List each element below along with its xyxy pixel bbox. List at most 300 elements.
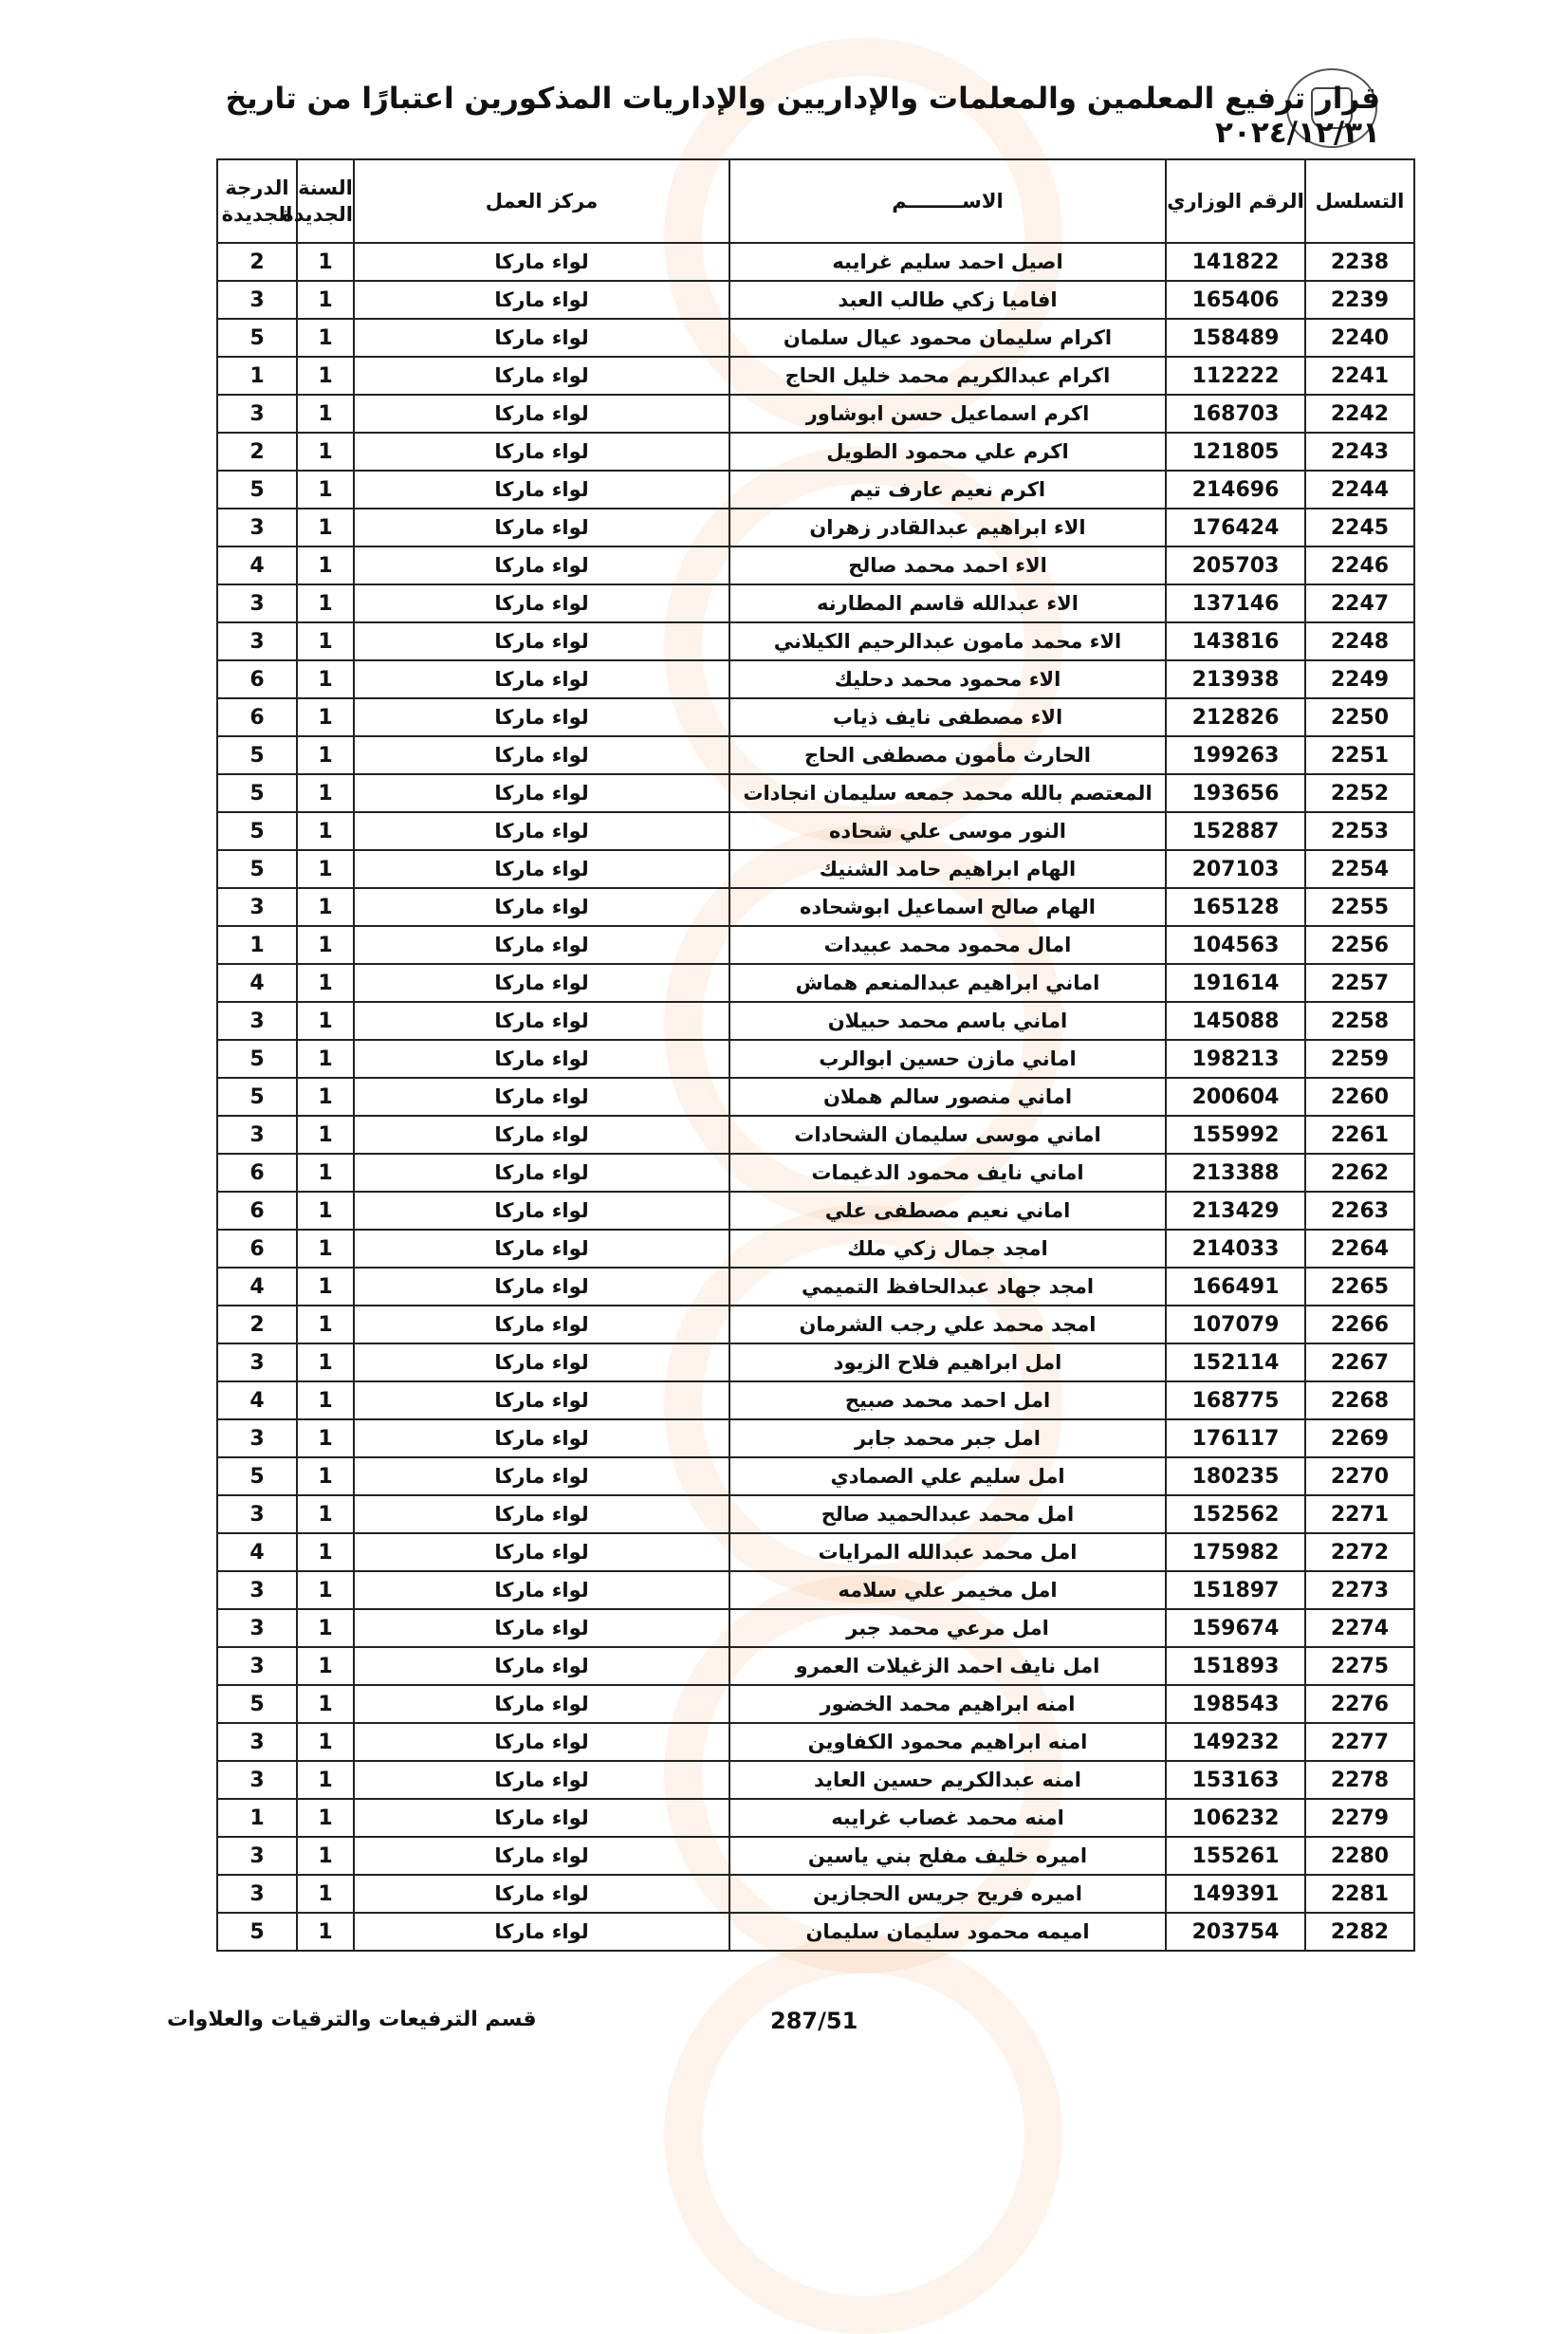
cell-ministry-id: 158489 bbox=[1166, 319, 1305, 357]
cell-work-center: لواء ماركا bbox=[354, 1723, 729, 1761]
cell-new-year: 1 bbox=[297, 433, 354, 471]
cell-work-center: لواء ماركا bbox=[354, 281, 729, 319]
cell-name: اماني نعيم مصطفى علي bbox=[729, 1192, 1166, 1230]
cell-seq: 2270 bbox=[1305, 1457, 1414, 1495]
table-row bbox=[217, 1723, 1414, 1761]
cell-new-year: 1 bbox=[297, 546, 354, 584]
cell-seq: 2254 bbox=[1305, 850, 1414, 888]
table-row bbox=[217, 1913, 1414, 1951]
cell-ministry-id: 193656 bbox=[1166, 774, 1305, 812]
cell-new-grade: 5 bbox=[217, 1685, 297, 1723]
table-row bbox=[217, 1837, 1414, 1875]
cell-new-grade: 3 bbox=[217, 1723, 297, 1761]
cell-ministry-id: 212826 bbox=[1166, 698, 1305, 736]
cell-new-grade: 3 bbox=[217, 1875, 297, 1913]
cell-seq: 2260 bbox=[1305, 1078, 1414, 1116]
cell-work-center: لواء ماركا bbox=[354, 1343, 729, 1381]
table-row bbox=[217, 698, 1414, 736]
cell-work-center: لواء ماركا bbox=[354, 1609, 729, 1647]
cell-work-center: لواء ماركا bbox=[354, 850, 729, 888]
cell-ministry-id: 213938 bbox=[1166, 660, 1305, 698]
cell-ministry-id: 214033 bbox=[1166, 1230, 1305, 1268]
cell-work-center: لواء ماركا bbox=[354, 584, 729, 622]
cell-new-grade: 3 bbox=[217, 1609, 297, 1647]
cell-new-year: 1 bbox=[297, 357, 354, 395]
cell-seq: 2264 bbox=[1305, 1230, 1414, 1268]
table-row bbox=[217, 433, 1414, 471]
table-row bbox=[217, 1002, 1414, 1040]
cell-seq: 2257 bbox=[1305, 964, 1414, 1002]
table-row bbox=[217, 1078, 1414, 1116]
cell-name: اكرام عبدالكريم محمد خليل الحاج bbox=[729, 357, 1166, 395]
table-row bbox=[217, 1457, 1414, 1495]
cell-ministry-id: 213388 bbox=[1166, 1154, 1305, 1192]
cell-name: اكرام سليمان محمود عيال سلمان bbox=[729, 319, 1166, 357]
cell-ministry-id: 107079 bbox=[1166, 1306, 1305, 1343]
cell-seq: 2239 bbox=[1305, 281, 1414, 319]
cell-work-center: لواء ماركا bbox=[354, 1192, 729, 1230]
cell-seq: 2256 bbox=[1305, 926, 1414, 964]
cell-new-year: 1 bbox=[297, 850, 354, 888]
cell-new-grade: 3 bbox=[217, 1571, 297, 1609]
cell-ministry-id: 199263 bbox=[1166, 736, 1305, 774]
cell-new-grade: 6 bbox=[217, 1154, 297, 1192]
cell-seq: 2276 bbox=[1305, 1685, 1414, 1723]
cell-ministry-id: 149232 bbox=[1166, 1723, 1305, 1761]
cell-work-center: لواء ماركا bbox=[354, 964, 729, 1002]
cell-ministry-id: 198543 bbox=[1166, 1685, 1305, 1723]
cell-name: امنه ابراهيم محمود الكفاوين bbox=[729, 1723, 1166, 1761]
cell-ministry-id: 203754 bbox=[1166, 1913, 1305, 1951]
cell-name: المعتصم بالله محمد جمعه سليمان انجادات bbox=[729, 774, 1166, 812]
cell-new-grade: 3 bbox=[217, 1002, 297, 1040]
cell-name: اميمه محمود سليمان سليمان bbox=[729, 1913, 1166, 1951]
promotion-table bbox=[216, 158, 1415, 1952]
cell-new-grade: 6 bbox=[217, 698, 297, 736]
cell-work-center: لواء ماركا bbox=[354, 1761, 729, 1799]
cell-seq: 2247 bbox=[1305, 584, 1414, 622]
cell-work-center: لواء ماركا bbox=[354, 1040, 729, 1078]
cell-name: اكرم نعيم عارف تيم bbox=[729, 471, 1166, 509]
cell-new-grade: 4 bbox=[217, 1268, 297, 1306]
cell-seq: 2277 bbox=[1305, 1723, 1414, 1761]
cell-name: الاء ابراهيم عبدالقادر زهران bbox=[729, 509, 1166, 546]
cell-name: امل سليم علي الصمادي bbox=[729, 1457, 1166, 1495]
table-row bbox=[217, 660, 1414, 698]
cell-ministry-id: 207103 bbox=[1166, 850, 1305, 888]
cell-seq: 2275 bbox=[1305, 1647, 1414, 1685]
cell-seq: 2244 bbox=[1305, 471, 1414, 509]
cell-name: اماني مازن حسين ابوالرب bbox=[729, 1040, 1166, 1078]
cell-seq: 2269 bbox=[1305, 1419, 1414, 1457]
cell-new-grade: 6 bbox=[217, 1230, 297, 1268]
cell-work-center: لواء ماركا bbox=[354, 395, 729, 433]
cell-new-grade: 5 bbox=[217, 850, 297, 888]
cell-new-grade: 5 bbox=[217, 812, 297, 850]
cell-name: امل ابراهيم فلاح الزيود bbox=[729, 1343, 1166, 1381]
cell-new-grade: 4 bbox=[217, 964, 297, 1002]
table-header-row bbox=[217, 159, 1414, 243]
cell-name: اماني ابراهيم عبدالمنعم هماش bbox=[729, 964, 1166, 1002]
cell-name: افاميا زكي طالب العبد bbox=[729, 281, 1166, 319]
cell-seq: 2274 bbox=[1305, 1609, 1414, 1647]
cell-new-grade: 3 bbox=[217, 1761, 297, 1799]
cell-ministry-id: 104563 bbox=[1166, 926, 1305, 964]
cell-work-center: لواء ماركا bbox=[354, 1419, 729, 1457]
cell-work-center: لواء ماركا bbox=[354, 1647, 729, 1685]
table-row bbox=[217, 1306, 1414, 1343]
cell-seq: 2246 bbox=[1305, 546, 1414, 584]
cell-work-center: لواء ماركا bbox=[354, 660, 729, 698]
table-row bbox=[217, 926, 1414, 964]
cell-name: امل محمد عبدالحميد صالح bbox=[729, 1495, 1166, 1533]
cell-new-grade: 5 bbox=[217, 319, 297, 357]
cell-ministry-id: 198213 bbox=[1166, 1040, 1305, 1078]
cell-new-grade: 5 bbox=[217, 1457, 297, 1495]
cell-seq: 2282 bbox=[1305, 1913, 1414, 1951]
cell-seq: 2263 bbox=[1305, 1192, 1414, 1230]
cell-new-year: 1 bbox=[297, 1040, 354, 1078]
cell-name: امنه عبدالكريم حسين العايد bbox=[729, 1761, 1166, 1799]
cell-name: الاء محمد مامون عبدالرحيم الكيلاني bbox=[729, 622, 1166, 660]
table-row bbox=[217, 471, 1414, 509]
cell-name: اماني باسم محمد حبيلان bbox=[729, 1002, 1166, 1040]
cell-seq: 2259 bbox=[1305, 1040, 1414, 1078]
cell-work-center: لواء ماركا bbox=[354, 1381, 729, 1419]
cell-work-center: لواء ماركا bbox=[354, 1913, 729, 1951]
cell-seq: 2238 bbox=[1305, 243, 1414, 281]
table-row bbox=[217, 1040, 1414, 1078]
cell-new-year: 1 bbox=[297, 1381, 354, 1419]
cell-seq: 2271 bbox=[1305, 1495, 1414, 1533]
cell-new-year: 1 bbox=[297, 1875, 354, 1913]
cell-work-center: لواء ماركا bbox=[354, 546, 729, 584]
header-name: الاســــــــم bbox=[729, 159, 1166, 243]
cell-seq: 2245 bbox=[1305, 509, 1414, 546]
cell-ministry-id: 143816 bbox=[1166, 622, 1305, 660]
cell-new-year: 1 bbox=[297, 1533, 354, 1571]
cell-work-center: لواء ماركا bbox=[354, 433, 729, 471]
cell-new-grade: 6 bbox=[217, 1192, 297, 1230]
cell-new-grade: 3 bbox=[217, 395, 297, 433]
cell-new-grade: 3 bbox=[217, 281, 297, 319]
cell-name: اماني موسى سليمان الشحادات bbox=[729, 1116, 1166, 1154]
cell-work-center: لواء ماركا bbox=[354, 1116, 729, 1154]
cell-new-grade: 3 bbox=[217, 1419, 297, 1457]
cell-seq: 2251 bbox=[1305, 736, 1414, 774]
table-row bbox=[217, 1875, 1414, 1913]
cell-new-grade: 4 bbox=[217, 546, 297, 584]
cell-new-year: 1 bbox=[297, 395, 354, 433]
cell-name: الحارث مأمون مصطفى الحاج bbox=[729, 736, 1166, 774]
cell-ministry-id: 155992 bbox=[1166, 1116, 1305, 1154]
watermark bbox=[664, 1936, 1062, 2334]
cell-new-grade: 5 bbox=[217, 774, 297, 812]
cell-new-year: 1 bbox=[297, 926, 354, 964]
cell-name: امجد جهاد عبدالحافظ التميمي bbox=[729, 1268, 1166, 1306]
cell-work-center: لواء ماركا bbox=[354, 1571, 729, 1609]
cell-seq: 2241 bbox=[1305, 357, 1414, 395]
cell-new-grade: 3 bbox=[217, 622, 297, 660]
cell-new-grade: 5 bbox=[217, 1078, 297, 1116]
cell-new-year: 1 bbox=[297, 1192, 354, 1230]
cell-seq: 2272 bbox=[1305, 1533, 1414, 1571]
cell-new-grade: 4 bbox=[217, 1533, 297, 1571]
cell-name: الاء عبدالله قاسم المطارنه bbox=[729, 584, 1166, 622]
cell-work-center: لواء ماركا bbox=[354, 1799, 729, 1837]
cell-new-grade: 2 bbox=[217, 1306, 297, 1343]
cell-new-grade: 1 bbox=[217, 1799, 297, 1837]
cell-ministry-id: 176424 bbox=[1166, 509, 1305, 546]
table-row bbox=[217, 584, 1414, 622]
cell-work-center: لواء ماركا bbox=[354, 1457, 729, 1495]
cell-work-center: لواء ماركا bbox=[354, 1230, 729, 1268]
cell-ministry-id: 121805 bbox=[1166, 433, 1305, 471]
cell-work-center: لواء ماركا bbox=[354, 1837, 729, 1875]
table-row bbox=[217, 1381, 1414, 1419]
cell-new-year: 1 bbox=[297, 736, 354, 774]
table-row bbox=[217, 509, 1414, 546]
cell-new-grade: 5 bbox=[217, 471, 297, 509]
table-row bbox=[217, 1685, 1414, 1723]
cell-name: اماني نايف محمود الدغيمات bbox=[729, 1154, 1166, 1192]
cell-ministry-id: 200604 bbox=[1166, 1078, 1305, 1116]
cell-ministry-id: 165406 bbox=[1166, 281, 1305, 319]
cell-new-year: 1 bbox=[297, 471, 354, 509]
cell-new-grade: 4 bbox=[217, 1381, 297, 1419]
cell-ministry-id: 191614 bbox=[1166, 964, 1305, 1002]
cell-seq: 2243 bbox=[1305, 433, 1414, 471]
cell-work-center: لواء ماركا bbox=[354, 319, 729, 357]
cell-new-year: 1 bbox=[297, 1078, 354, 1116]
cell-seq: 2268 bbox=[1305, 1381, 1414, 1419]
cell-seq: 2265 bbox=[1305, 1268, 1414, 1306]
cell-new-year: 1 bbox=[297, 1799, 354, 1837]
cell-work-center: لواء ماركا bbox=[354, 357, 729, 395]
table-row bbox=[217, 1419, 1414, 1457]
table-row bbox=[217, 1647, 1414, 1685]
cell-seq: 2250 bbox=[1305, 698, 1414, 736]
table-row bbox=[217, 546, 1414, 584]
cell-name: الاء محمود محمد دحليك bbox=[729, 660, 1166, 698]
cell-ministry-id: 168703 bbox=[1166, 395, 1305, 433]
page-number: 287/51 bbox=[770, 2008, 858, 2034]
cell-new-year: 1 bbox=[297, 281, 354, 319]
table-row bbox=[217, 243, 1414, 281]
cell-work-center: لواء ماركا bbox=[354, 1002, 729, 1040]
cell-new-year: 1 bbox=[297, 1647, 354, 1685]
cell-new-grade: 3 bbox=[217, 509, 297, 546]
cell-work-center: لواء ماركا bbox=[354, 926, 729, 964]
cell-work-center: لواء ماركا bbox=[354, 471, 729, 509]
cell-work-center: لواء ماركا bbox=[354, 622, 729, 660]
table-row bbox=[217, 812, 1414, 850]
table-row bbox=[217, 888, 1414, 926]
cell-new-year: 1 bbox=[297, 509, 354, 546]
cell-name: امل مخيمر علي سلامه bbox=[729, 1571, 1166, 1609]
cell-new-year: 1 bbox=[297, 1723, 354, 1761]
cell-new-year: 1 bbox=[297, 1230, 354, 1268]
cell-name: امل نايف احمد الزغيلات العمرو bbox=[729, 1647, 1166, 1685]
cell-ministry-id: 213429 bbox=[1166, 1192, 1305, 1230]
cell-name: اميره خليف مفلح بني ياسين bbox=[729, 1837, 1166, 1875]
cell-work-center: لواء ماركا bbox=[354, 736, 729, 774]
cell-new-year: 1 bbox=[297, 1761, 354, 1799]
cell-seq: 2273 bbox=[1305, 1571, 1414, 1609]
cell-seq: 2280 bbox=[1305, 1837, 1414, 1875]
cell-name: الاء احمد محمد صالح bbox=[729, 546, 1166, 584]
cell-name: امل احمد محمد صبيح bbox=[729, 1381, 1166, 1419]
cell-new-year: 1 bbox=[297, 660, 354, 698]
cell-seq: 2278 bbox=[1305, 1761, 1414, 1799]
table-row bbox=[217, 1571, 1414, 1609]
cell-new-year: 1 bbox=[297, 774, 354, 812]
cell-name: امل مرعي محمد جبر bbox=[729, 1609, 1166, 1647]
department-name: قسم الترفيعات والترقيات والعلاوات bbox=[167, 2008, 537, 2031]
cell-new-year: 1 bbox=[297, 319, 354, 357]
cell-new-year: 1 bbox=[297, 1609, 354, 1647]
table-row bbox=[217, 964, 1414, 1002]
cell-ministry-id: 176117 bbox=[1166, 1419, 1305, 1457]
cell-ministry-id: 141822 bbox=[1166, 243, 1305, 281]
cell-new-year: 1 bbox=[297, 243, 354, 281]
cell-new-year: 1 bbox=[297, 1116, 354, 1154]
cell-name: اصيل احمد سليم غرايبه bbox=[729, 243, 1166, 281]
table-row bbox=[217, 622, 1414, 660]
cell-new-grade: 2 bbox=[217, 433, 297, 471]
cell-new-year: 1 bbox=[297, 1571, 354, 1609]
cell-new-grade: 1 bbox=[217, 357, 297, 395]
cell-new-grade: 3 bbox=[217, 888, 297, 926]
cell-new-grade: 6 bbox=[217, 660, 297, 698]
cell-new-grade: 3 bbox=[217, 1116, 297, 1154]
table-row bbox=[217, 1230, 1414, 1268]
cell-work-center: لواء ماركا bbox=[354, 1268, 729, 1306]
cell-work-center: لواء ماركا bbox=[354, 1306, 729, 1343]
header-new-year: السنة الجديدة bbox=[297, 159, 354, 243]
table-row bbox=[217, 736, 1414, 774]
cell-seq: 2279 bbox=[1305, 1799, 1414, 1837]
cell-work-center: لواء ماركا bbox=[354, 888, 729, 926]
cell-new-grade: 3 bbox=[217, 1647, 297, 1685]
cell-new-grade: 3 bbox=[217, 1837, 297, 1875]
cell-new-year: 1 bbox=[297, 584, 354, 622]
cell-seq: 2267 bbox=[1305, 1343, 1414, 1381]
cell-new-year: 1 bbox=[297, 1419, 354, 1457]
table-row bbox=[217, 1192, 1414, 1230]
cell-name: النور موسى علي شحاده bbox=[729, 812, 1166, 850]
table-row bbox=[217, 1154, 1414, 1192]
cell-new-grade: 3 bbox=[217, 584, 297, 622]
table-row bbox=[217, 850, 1414, 888]
cell-work-center: لواء ماركا bbox=[354, 774, 729, 812]
table-row bbox=[217, 1495, 1414, 1533]
table-row bbox=[217, 357, 1414, 395]
cell-seq: 2240 bbox=[1305, 319, 1414, 357]
cell-seq: 2262 bbox=[1305, 1154, 1414, 1192]
cell-new-year: 1 bbox=[297, 622, 354, 660]
cell-new-year: 1 bbox=[297, 888, 354, 926]
cell-new-year: 1 bbox=[297, 1306, 354, 1343]
cell-work-center: لواء ماركا bbox=[354, 243, 729, 281]
table-row bbox=[217, 1268, 1414, 1306]
cell-ministry-id: 155261 bbox=[1166, 1837, 1305, 1875]
table-row bbox=[217, 1799, 1414, 1837]
cell-new-year: 1 bbox=[297, 698, 354, 736]
cell-new-grade: 5 bbox=[217, 1913, 297, 1951]
cell-new-year: 1 bbox=[297, 1268, 354, 1306]
cell-new-grade: 5 bbox=[217, 1040, 297, 1078]
cell-work-center: لواء ماركا bbox=[354, 1685, 729, 1723]
cell-name: الاء مصطفى نايف ذياب bbox=[729, 698, 1166, 736]
cell-name: الهام ابراهيم حامد الشنيك bbox=[729, 850, 1166, 888]
cell-ministry-id: 137146 bbox=[1166, 584, 1305, 622]
cell-name: الهام صالح اسماعيل ابوشحاده bbox=[729, 888, 1166, 926]
cell-name: امجد جمال زكي ملك bbox=[729, 1230, 1166, 1268]
cell-name: امنه ابراهيم محمد الخضور bbox=[729, 1685, 1166, 1723]
cell-new-year: 1 bbox=[297, 1343, 354, 1381]
cell-name: امنه محمد غصاب غرايبه bbox=[729, 1799, 1166, 1837]
header-work-center: مركز العمل bbox=[354, 159, 729, 243]
cell-name: امجد محمد علي رجب الشرمان bbox=[729, 1306, 1166, 1343]
cell-seq: 2252 bbox=[1305, 774, 1414, 812]
cell-seq: 2258 bbox=[1305, 1002, 1414, 1040]
cell-ministry-id: 152562 bbox=[1166, 1495, 1305, 1533]
table-row bbox=[217, 1116, 1414, 1154]
cell-work-center: لواء ماركا bbox=[354, 698, 729, 736]
cell-name: اكرم علي محمود الطويل bbox=[729, 433, 1166, 471]
cell-work-center: لواء ماركا bbox=[354, 1533, 729, 1571]
cell-new-grade: 3 bbox=[217, 1495, 297, 1533]
cell-seq: 2255 bbox=[1305, 888, 1414, 926]
cell-ministry-id: 175982 bbox=[1166, 1533, 1305, 1571]
cell-ministry-id: 166491 bbox=[1166, 1268, 1305, 1306]
table-row bbox=[217, 395, 1414, 433]
cell-seq: 2253 bbox=[1305, 812, 1414, 850]
cell-name: اميره فريح جريس الحجازين bbox=[729, 1875, 1166, 1913]
cell-name: امال محمود محمد عبيدات bbox=[729, 926, 1166, 964]
cell-new-year: 1 bbox=[297, 1457, 354, 1495]
cell-work-center: لواء ماركا bbox=[354, 1495, 729, 1533]
cell-ministry-id: 168775 bbox=[1166, 1381, 1305, 1419]
cell-ministry-id: 149391 bbox=[1166, 1875, 1305, 1913]
cell-new-year: 1 bbox=[297, 964, 354, 1002]
table-row bbox=[217, 319, 1414, 357]
cell-seq: 2248 bbox=[1305, 622, 1414, 660]
table-row bbox=[217, 1533, 1414, 1571]
cell-new-grade: 5 bbox=[217, 736, 297, 774]
cell-new-year: 1 bbox=[297, 1154, 354, 1192]
cell-new-year: 1 bbox=[297, 1495, 354, 1533]
cell-new-year: 1 bbox=[297, 812, 354, 850]
cell-name: اكرم اسماعيل حسن ابوشاور bbox=[729, 395, 1166, 433]
cell-new-grade: 2 bbox=[217, 243, 297, 281]
cell-work-center: لواء ماركا bbox=[354, 1078, 729, 1116]
cell-work-center: لواء ماركا bbox=[354, 1154, 729, 1192]
cell-work-center: لواء ماركا bbox=[354, 509, 729, 546]
cell-ministry-id: 112222 bbox=[1166, 357, 1305, 395]
cell-ministry-id: 151893 bbox=[1166, 1647, 1305, 1685]
table-row bbox=[217, 1343, 1414, 1381]
cell-new-year: 1 bbox=[297, 1685, 354, 1723]
cell-seq: 2281 bbox=[1305, 1875, 1414, 1913]
cell-ministry-id: 153163 bbox=[1166, 1761, 1305, 1799]
cell-ministry-id: 180235 bbox=[1166, 1457, 1305, 1495]
table-row bbox=[217, 1761, 1414, 1799]
cell-new-grade: 1 bbox=[217, 926, 297, 964]
header-new-grade: الدرجة الجديدة bbox=[217, 159, 297, 243]
table-row bbox=[217, 774, 1414, 812]
